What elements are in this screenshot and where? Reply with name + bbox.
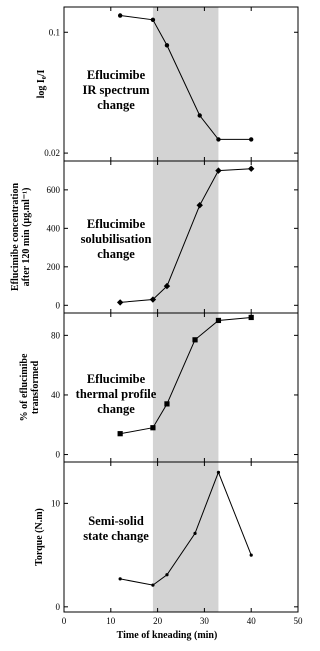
data-point <box>193 532 196 535</box>
panel-annotation: Eflucimibe <box>86 372 146 386</box>
x-tick-label: 20 <box>153 616 163 626</box>
data-point <box>192 337 197 342</box>
y-tick-label: 0 <box>55 449 60 460</box>
panel-annotation: Eflucimibe <box>86 68 146 82</box>
y-tick-label: 600 <box>46 184 60 195</box>
data-point <box>119 577 122 580</box>
panel-annotation: state change <box>83 529 149 543</box>
data-point <box>118 13 122 17</box>
y-tick-label: 0 <box>55 300 60 311</box>
y-axis-label: % of eflucimibe <box>19 353 30 422</box>
y-axis-label: Torque (N.m) <box>34 508 45 566</box>
x-tick-label: 0 <box>61 616 67 626</box>
data-point <box>164 401 169 406</box>
y-tick-label: 0.1 <box>48 27 60 38</box>
y-tick-label: 200 <box>46 261 60 272</box>
x-tick-label: 10 <box>106 616 116 626</box>
x-tick-label: 40 <box>246 616 256 626</box>
data-point <box>151 18 155 22</box>
y-axis-label: after 120 min (µg.ml⁻¹) <box>21 187 32 287</box>
data-point <box>165 43 169 47</box>
x-tick-label: 50 <box>293 616 303 626</box>
data-point <box>165 573 168 576</box>
y-tick-label: 10 <box>51 498 60 509</box>
panel-annotation: IR spectrum <box>82 83 150 97</box>
data-point <box>249 137 253 141</box>
y-axis-label: transformed <box>30 360 41 415</box>
data-point <box>198 113 202 117</box>
panel-annotation: change <box>97 98 135 112</box>
data-point <box>117 299 123 305</box>
y-tick-label: 0 <box>55 601 60 612</box>
shaded-region-panel-1 <box>153 7 219 161</box>
data-point <box>248 165 254 171</box>
data-point <box>217 471 220 474</box>
x-axis-label: Time of kneading (min) <box>116 630 218 641</box>
data-point <box>150 425 155 430</box>
y-tick-label: 40 <box>51 389 60 400</box>
y-tick-label: 0.02 <box>44 148 60 159</box>
data-point <box>118 431 123 436</box>
y-axis-label: log I₀/I <box>36 69 47 99</box>
data-point <box>250 554 253 557</box>
panel-annotation: change <box>97 247 135 261</box>
data-point <box>216 318 221 323</box>
data-point <box>151 584 154 587</box>
data-point <box>216 137 220 141</box>
shaded-region-panel-3 <box>153 313 219 462</box>
panel-annotation: change <box>97 402 135 416</box>
y-tick-label: 400 <box>46 223 60 234</box>
panel-annotation: thermal profile <box>75 387 157 401</box>
panel-annotation: solubilisation <box>80 232 152 246</box>
panel-annotation: Eflucimibe <box>86 217 146 231</box>
x-tick-label: 30 <box>199 616 209 626</box>
y-tick-label: 80 <box>51 330 60 341</box>
panel-annotation: Semi-solid <box>88 514 144 528</box>
y-axis-label: Eflucimibe concentration <box>10 182 21 292</box>
shaded-region-panel-4 <box>153 462 219 612</box>
